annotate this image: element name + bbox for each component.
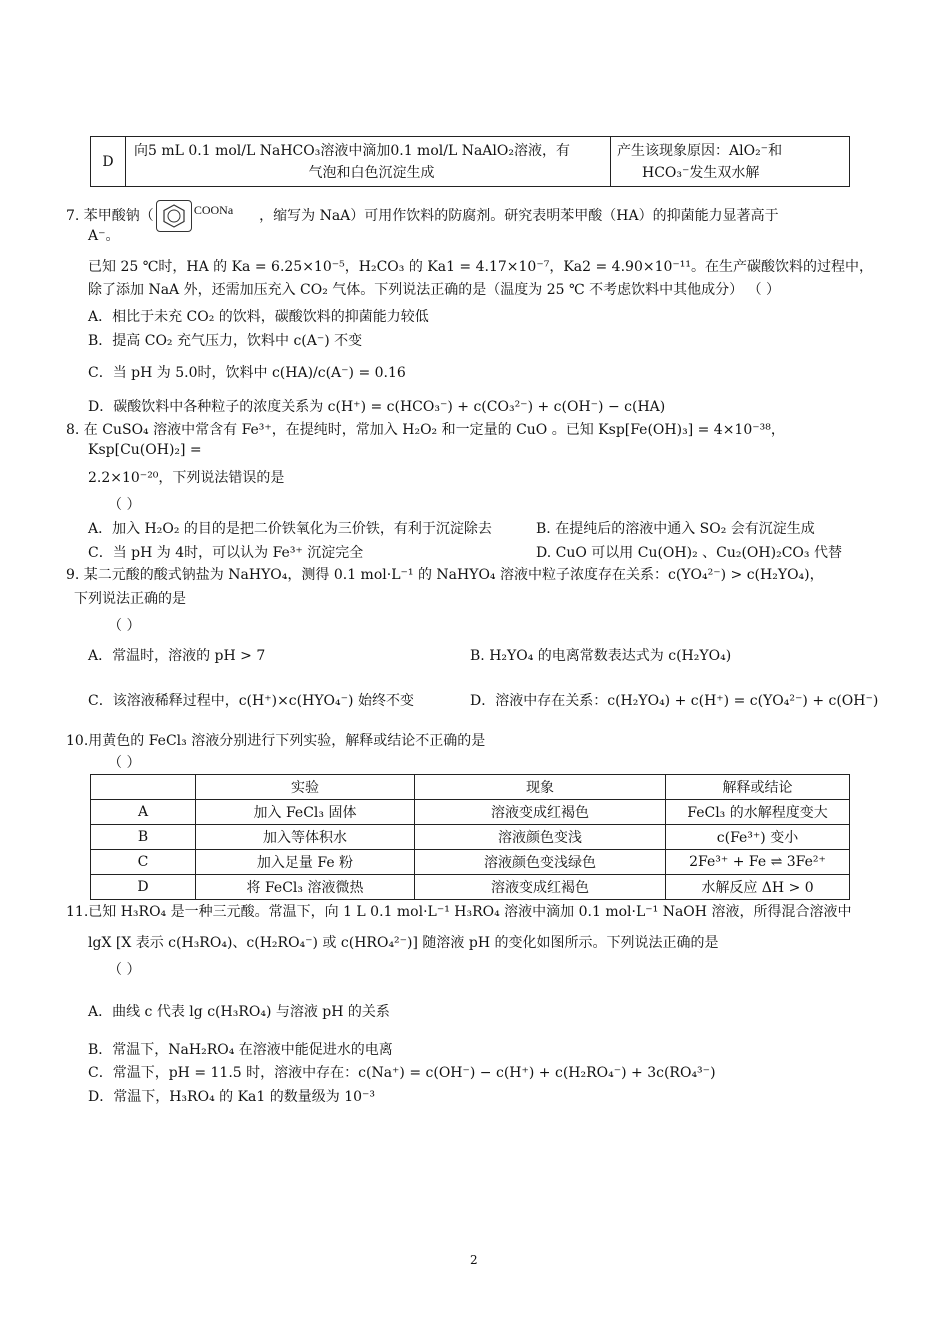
page-number: 2 bbox=[470, 1253, 478, 1267]
q11-option-a: A．曲线 c 代表 lg c(H₃RO₄) 与溶液 pH 的关系 bbox=[88, 1004, 390, 1020]
prev-row-experiment: 向5 mL 0.1 mol/L NaHCO₃溶液中滴加0.1 mol/L NaAlO₂溶液，有 气泡和白色沉淀生成 bbox=[126, 137, 611, 187]
q7-option-d: D．碳酸饮料中各种粒子的浓度关系为 c(H⁺) = c(HCO₃⁻) + c(CO₃²⁻) + c(OH⁻) − c(HA) bbox=[88, 399, 666, 415]
q8-option-d: D. CuO 可以用 Cu(OH)₂ 、Cu₂(OH)₂CO₃ 代替 bbox=[536, 545, 842, 561]
q10-table-header bbox=[91, 775, 850, 800]
q7-line3: 已知 25 ℃时，HA 的 Ka = 6.25×10⁻⁵，H₂CO₃ 的 Ka1 = 4.17×10⁻⁷，Ka2 = 4.90×10⁻¹¹。在生产碳酸饮料的过程中， bbox=[88, 259, 874, 275]
q10-answer-paren: （ ） bbox=[108, 755, 141, 771]
q10-line1: 10.用黄色的 FeCl₃ 溶液分别进行下列实验，解释或结论不正确的是 bbox=[66, 733, 486, 749]
q9-option-b: B. H₂YO₄ 的电离常数表达式为 c(H₂YO₄) bbox=[470, 648, 732, 664]
table-row: C 加入足量 Fe 粉 溶液颜色变浅绿色 2Fe³⁺ + Fe ⇌ 3Fe²⁺ bbox=[91, 850, 850, 875]
table-row: B 加入等体积水 溶液颜色变浅 c(Fe³⁺) 变小 bbox=[91, 825, 850, 850]
q7-line4: 除了添加 NaA 外，还需加压充入 CO₂ 气体。下列说法正确的是（温度为 25 ℃ 不考虑饮料中其他成分） （ ） bbox=[88, 282, 781, 298]
q7-line1: 7. 苯甲酸钠（ COONa ，缩写为 NaA）可用作饮料的防腐剂。研究表明苯甲酸（HA）的抑菌能力显著高于 bbox=[66, 200, 779, 232]
q8-line3: 2.2×10⁻²⁰，下列说法错误的是 bbox=[88, 470, 285, 486]
q11-answer-paren: （ ） bbox=[108, 962, 141, 978]
q9-answer-paren: （ ） bbox=[108, 618, 141, 634]
q10-header-phenomenon: 现象 bbox=[415, 775, 666, 800]
q11-option-d: D．常温下，H₃RO₄ 的 Ka1 的数量级为 10⁻³ bbox=[88, 1089, 376, 1105]
q8-option-b: B. 在提纯后的溶液中通入 SO₂ 会有沉淀生成 bbox=[536, 521, 815, 537]
q11-option-c: C．常温下，pH = 11.5 时，溶液中存在：c(Na⁺) = c(OH⁻) − c(H⁺) + c(H₂RO₄⁻) + 3c(RO₄³⁻) bbox=[88, 1065, 716, 1081]
q7-line2: A⁻。 bbox=[88, 228, 120, 244]
q9-line2: 下列说法正确的是 bbox=[74, 591, 186, 607]
prev-question-table bbox=[90, 136, 850, 187]
q11-option-b: B．常温下，NaH₂RO₄ 在溶液中能促进水的电离 bbox=[88, 1042, 393, 1058]
q7-option-b: B．提高 CO₂ 充气压力，饮料中 c(A⁻) 不变 bbox=[88, 333, 363, 349]
q9-option-d: D．溶液中存在关系：c(H₂YO₄) + c(H⁺) = c(YO₄²⁻) + c(OH⁻) bbox=[470, 693, 879, 709]
table-row: A 加入 FeCl₃ 固体 溶液变成红褐色 FeCl₃ 的水解程度变大 bbox=[91, 800, 850, 825]
q8-line2: Ksp[Cu(OH)₂] = bbox=[88, 442, 202, 458]
q8-answer-paren: （ ） bbox=[108, 497, 141, 513]
q10-header-explanation: 解释或结论 bbox=[666, 775, 850, 800]
q11-line2: lgX [X 表示 c(H₃RO₄)、c(H₂RO₄⁻) 或 c(HRO₄²⁻)] 随溶液 pH 的变化如图所示。下列说法正确的是 bbox=[88, 935, 719, 951]
q7-option-c: C．当 pH 为 5.0时，饮料中 c(HA)/c(A⁻) = 0.16 bbox=[88, 365, 406, 381]
q10-table bbox=[90, 774, 850, 900]
q9-line1: 9. 某二元酸的酸式钠盐为 NaHYO₄，测得 0.1 mol·L⁻¹ 的 NaHYO₄ 溶液中粒子浓度存在关系：c(YO₄²⁻) > c(H₂YO₄)， bbox=[66, 567, 824, 583]
table-row: D 将 FeCl₃ 溶液微热 溶液变成红褐色 水解反应 ΔH > 0 bbox=[91, 875, 850, 900]
q9-option-a: A．常温时，溶液的 pH > 7 bbox=[88, 648, 266, 664]
q8-option-c: C．当 pH 为 4时，可以认为 Fe³⁺ 沉淀完全 bbox=[88, 545, 364, 561]
q8-option-a: A．加入 H₂O₂ 的目的是把二价铁氧化为三价铁，有利于沉淀除去 bbox=[88, 521, 492, 537]
q11-line1: 11.已知 H₃RO₄ 是一种三元酸。常温下，向 1 L 0.1 mol·L⁻¹ H₃RO₄ 溶液中滴加 0.1 mol·L⁻¹ NaOH 溶液，所得混合溶液中 bbox=[66, 904, 852, 920]
prev-row-reason: 产生该现象原因：AlO₂⁻和 HCO₃⁻发生双水解 bbox=[611, 137, 850, 187]
q9-option-c: C．该溶液稀释过程中，c(H⁺)×c(HYO₄⁻) 始终不变 bbox=[88, 693, 414, 709]
benzene-ring-icon bbox=[156, 200, 192, 232]
prev-row-label: D bbox=[91, 137, 126, 187]
q10-header-experiment: 实验 bbox=[196, 775, 415, 800]
q7-option-a: A．相比于未充 CO₂ 的饮料，碳酸饮料的抑菌能力较低 bbox=[88, 309, 429, 325]
q8-line1: 8. 在 CuSO₄ 溶液中常含有 Fe³⁺，在提纯时，常加入 H₂O₂ 和一定量的 CuO 。已知 Ksp[Fe(OH)₃] = 4×10⁻³⁸， bbox=[66, 422, 785, 438]
